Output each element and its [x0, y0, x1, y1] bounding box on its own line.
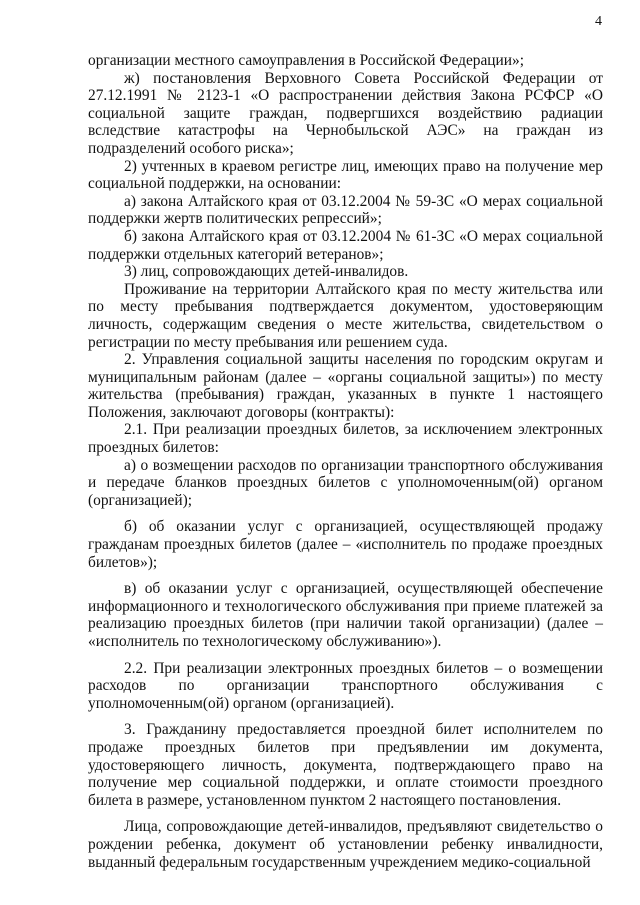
- paragraph: организации местного самоуправления в Российской Федерации»;: [88, 52, 524, 69]
- paragraph: а) закона Алтайского края от 03.12.2004 № 59-ЗС «О мерах социальной поддержки жертв политических репрессий»;: [88, 192, 603, 228]
- paragraph: 3. Гражданину предоставляется проездной билет исполнителем по продаже проездных билетов при предъявлении им документа, удостоверяющего личность, документа, подтверждающего право на получение мер социальной поддержки, и оплате стоимости проездного билета в размере, установленном пунктом 2 настоящего постановления.: [88, 721, 603, 809]
- paragraph: 2.2. При реализации электронных проездных билетов – о возмещении расходов по организации транспортного обслуживания с уполномоченным(ой) органом (организацией).: [88, 659, 603, 712]
- paragraph: ж) постановления Верховного Совета Российской Федерации от 27.12.1991 № 2123-1 «О распространении действия Закона РСФСР «О социальной защите граждан, подвергшихся воздействию радиации вследствие катастрофы на Чернобыльской АЭС» на граждан из подразделений особого риска»;: [88, 69, 603, 157]
- paragraph: 2) учтенных в краевом регистре лиц, имеющих право на получение мер социальной поддержки, на основании:: [88, 157, 603, 193]
- paragraph: 3) лиц, сопровождающих детей-инвалидов.: [124, 263, 409, 281]
- document-body: [88, 52, 603, 871]
- paragraph: б) об оказании услуг с организацией, осуществляющей продажу гражданам проездных билетов (далее – «исполнитель по продаже проездных билетов»);: [88, 518, 603, 571]
- paragraph: б) закона Алтайского края от 03.12.2004 № 61-ЗС «О мерах социальной поддержки отдельных категорий ветеранов»;: [88, 227, 603, 263]
- paragraph: 2.1. При реализации проездных билетов, за исключением электронных проездных билетов:: [88, 421, 603, 457]
- paragraph: а) о возмещении расходов по организации транспортного обслуживания и передаче бланков проездных билетов с уполномоченным(ой) органом (организацией);: [88, 456, 603, 509]
- page-number: 4: [595, 14, 602, 29]
- paragraph: Лица, сопровождающие детей-инвалидов, предъявляют свидетельство о рождении ребенка, документ об установлении ребенку инвалидности, выданный федеральным государственным учреждением медико-социальной: [88, 818, 603, 871]
- paragraph: в) об оказании услуг с организацией, осуществляющей обеспечение информационного и технологического обслуживания при приеме платежей за реализацию проездных билетов (при наличии такой организации) (далее – «исполнитель по технологическому обслуживанию»).: [88, 580, 603, 650]
- paragraph: Проживание на территории Алтайского края по месту жительства или по месту пребывания подтверждается документом, удостоверяющим личность, содержащим сведения о месте жительства, свидетельством о регистрации по месту пребывания или решением суда.: [88, 280, 603, 351]
- paragraph: 2. Управления социальной защиты населения по городским округам и муниципальным районам (далее – «органы социальной защиты») по месту жительства (пребывания) граждан, указанных в пункте 1 настоящего Положения, заключают договоры (контракты):: [88, 351, 603, 421]
